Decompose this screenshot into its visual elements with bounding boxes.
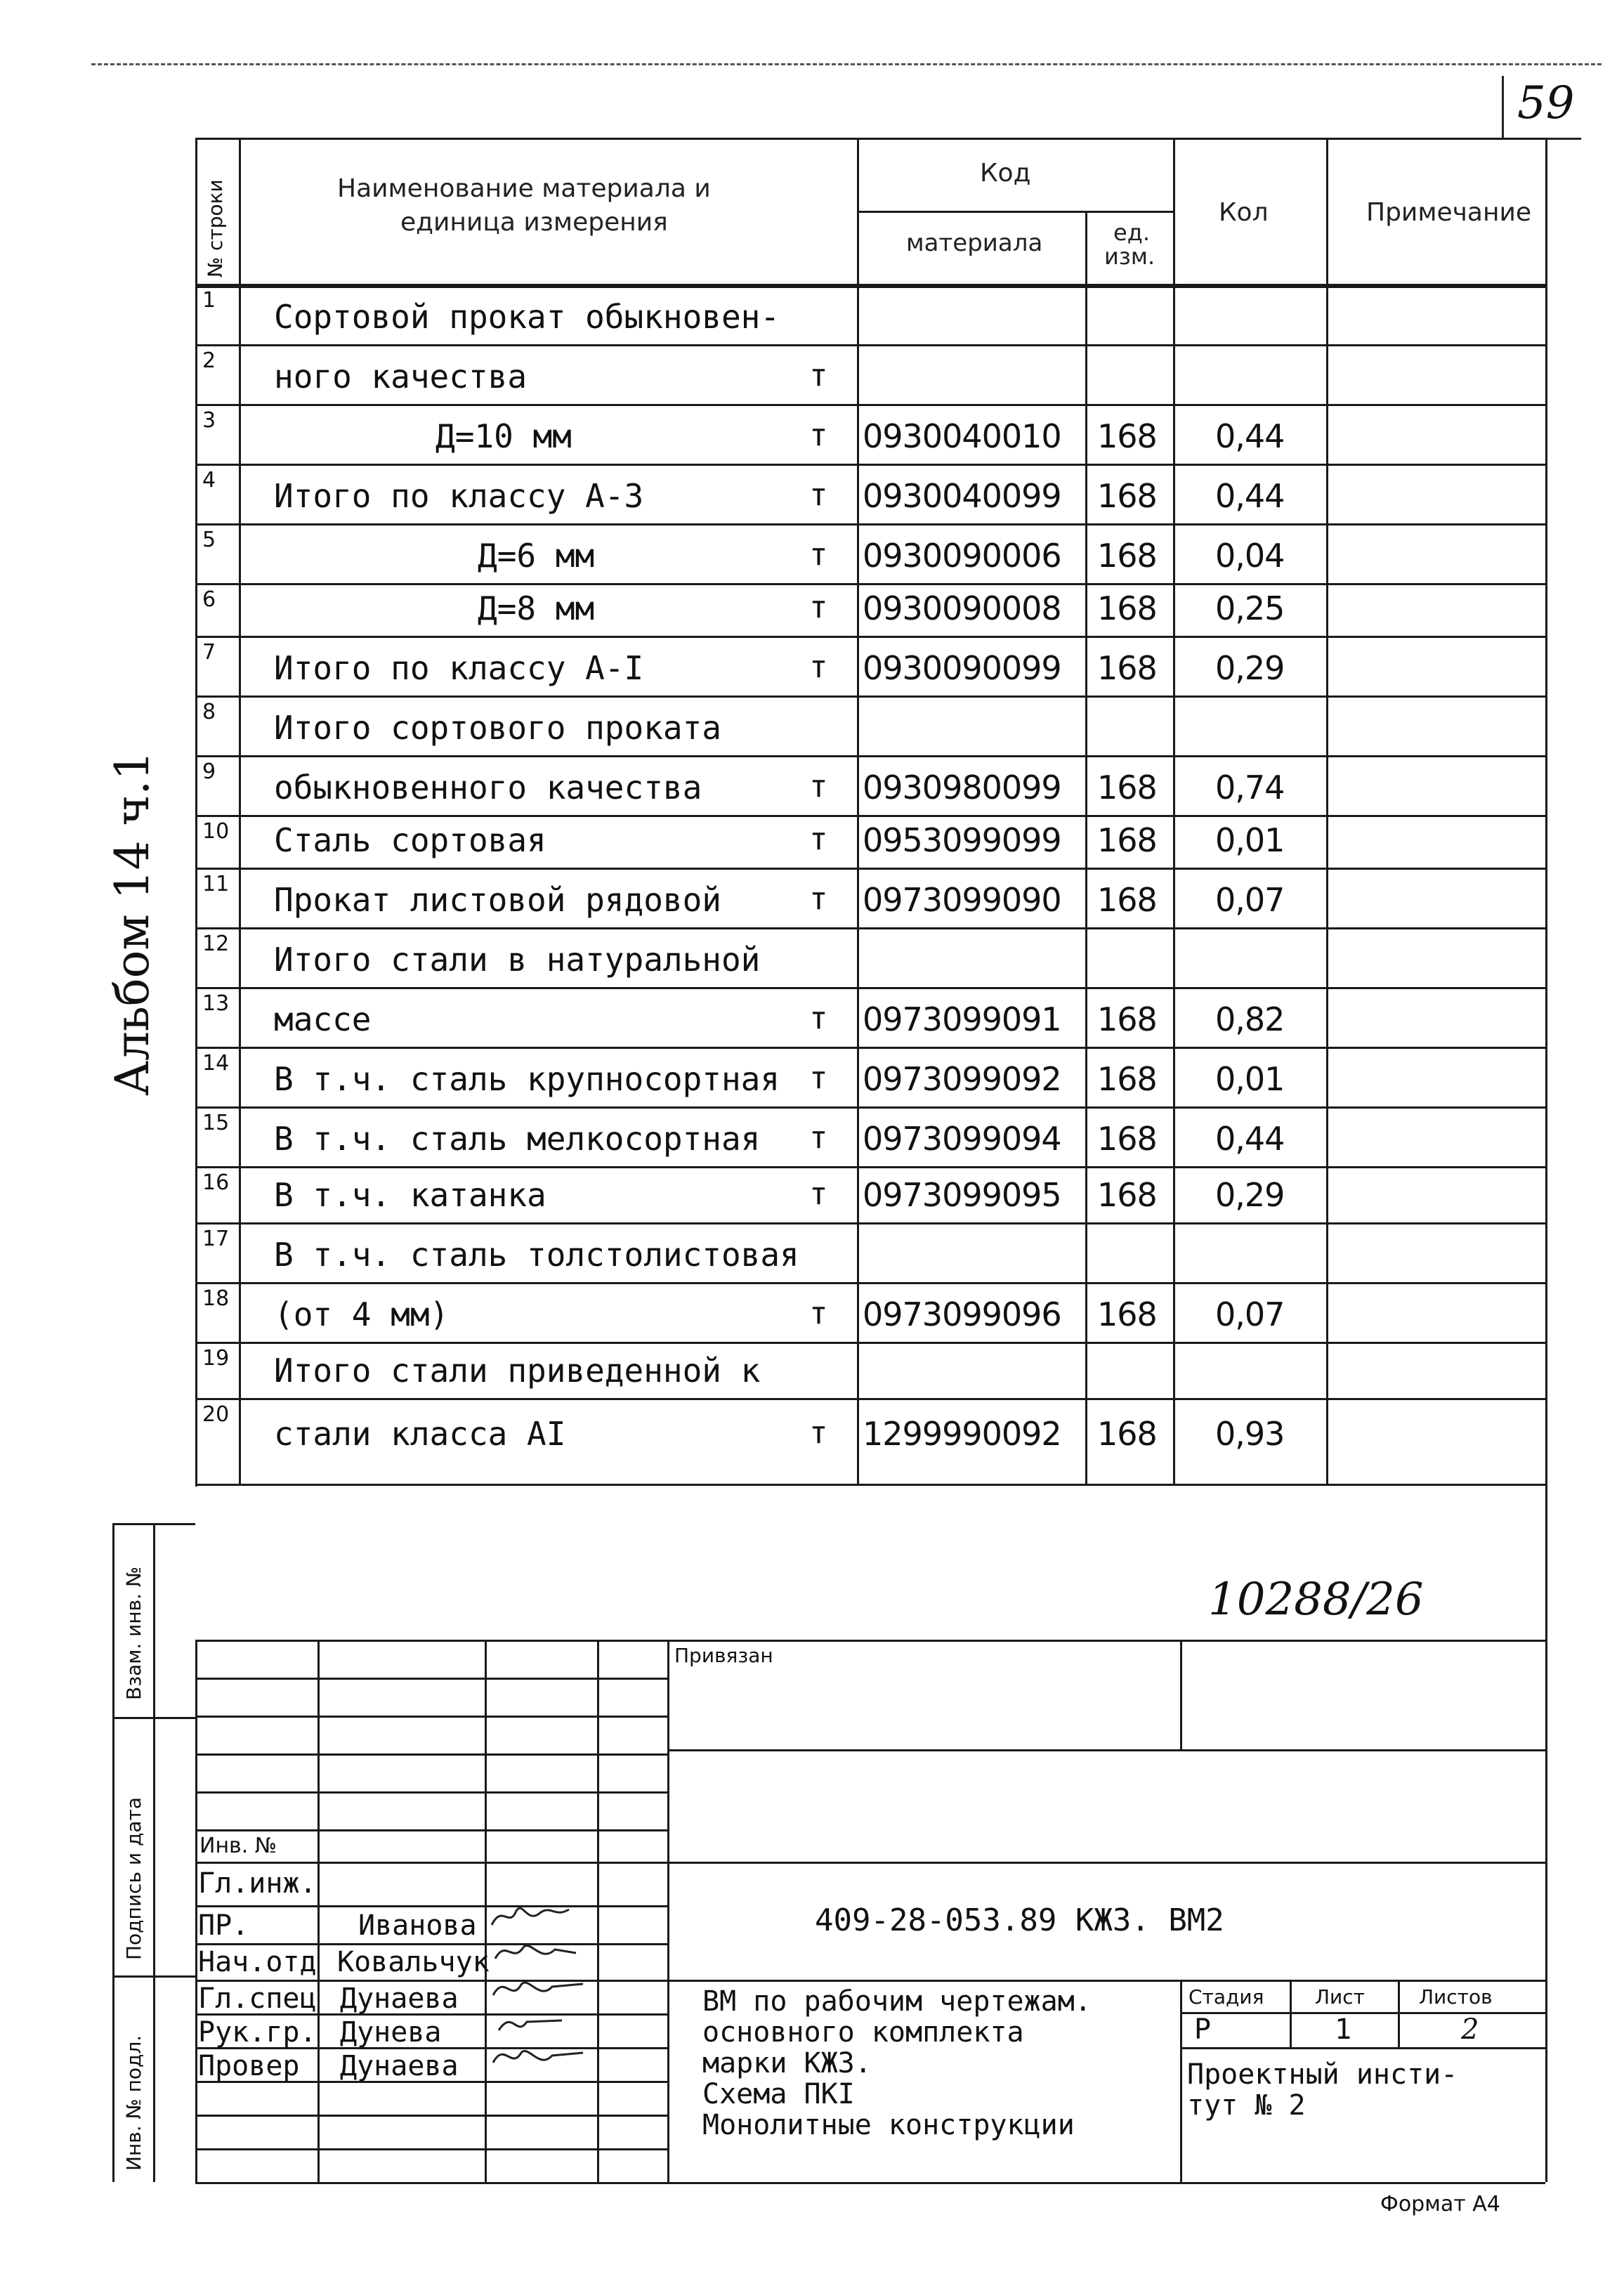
stage-col-2 xyxy=(1398,1980,1400,2047)
org-line-0: Проектный инсти- xyxy=(1187,2058,1458,2091)
row-name: Итого сортового проката xyxy=(274,709,721,747)
header-unit-l2: изм. xyxy=(1104,243,1155,270)
role-2: Нач.отд xyxy=(198,1946,317,1978)
row-name: Сортовой прокат обыкновен- xyxy=(274,298,780,336)
header-name-line2: единица измерения xyxy=(400,208,668,237)
row-unit-code: 168 xyxy=(1097,537,1157,575)
archive-number: 10288/26 xyxy=(1208,1574,1424,1626)
stage-label: Стадия xyxy=(1188,1985,1264,2009)
row-material-code: 0930090006 xyxy=(863,537,1061,575)
row-name: В т.ч. сталь мелкосортная xyxy=(274,1120,761,1158)
table-row xyxy=(195,1106,1545,1166)
priv-bottom xyxy=(667,1749,1545,1751)
sheets-label: Листов xyxy=(1419,1985,1493,2009)
row-unit-code: 168 xyxy=(1097,1120,1157,1158)
row-name: В т.ч. катанка xyxy=(274,1176,546,1214)
tb-r3 xyxy=(195,1753,667,1756)
row-number: 19 xyxy=(202,1346,230,1371)
table-row xyxy=(195,1222,1545,1282)
row-unit-code: 168 xyxy=(1097,1060,1157,1098)
tb-r9 xyxy=(195,1980,1545,1982)
row-number: 20 xyxy=(202,1402,230,1427)
name-2: Ковальчук xyxy=(337,1946,490,1978)
row-name: Д=8 мм xyxy=(478,589,595,627)
row-unit: т xyxy=(809,1000,828,1036)
desc-line-4: Монолитные конструкции xyxy=(702,2109,1075,2141)
inv-no-label: Инв. № xyxy=(199,1834,277,1858)
row-number: 6 xyxy=(202,587,216,612)
row-unit: т xyxy=(809,1120,828,1156)
table-row xyxy=(195,755,1545,815)
stage-value: Р xyxy=(1194,2013,1212,2046)
header-unit-l1: ед. xyxy=(1113,219,1150,246)
row-number: 5 xyxy=(202,528,216,552)
row-material-code: 0973099096 xyxy=(863,1295,1061,1333)
tb-r13 xyxy=(195,2115,667,2117)
row-quantity: 0,44 xyxy=(1215,1120,1285,1158)
row-material-code: 0973099092 xyxy=(863,1060,1061,1098)
row-unit-code: 168 xyxy=(1097,1415,1157,1453)
table-bottom xyxy=(195,1484,1545,1486)
row-unit: т xyxy=(809,537,828,573)
row-unit-code: 168 xyxy=(1097,1295,1157,1333)
tb-r14 xyxy=(195,2148,667,2150)
row-material-code: 0930040099 xyxy=(863,477,1061,515)
row-material-code: 0973099091 xyxy=(863,1000,1061,1038)
table-row xyxy=(195,815,1545,868)
row-material-code: 0973099090 xyxy=(863,881,1061,919)
tb-bottom xyxy=(195,2182,1545,2184)
row-name: массе xyxy=(274,1000,372,1038)
row-unit-code: 168 xyxy=(1097,589,1157,627)
row-unit-code: 168 xyxy=(1097,1176,1157,1214)
table-row xyxy=(195,1166,1545,1222)
row-name: Итого стали приведенной к xyxy=(274,1352,761,1390)
row-quantity: 0,01 xyxy=(1215,1060,1285,1098)
table-row xyxy=(195,868,1545,927)
row-number: 10 xyxy=(202,819,230,844)
row-number: 7 xyxy=(202,640,216,665)
desc-line-0: ВМ по рабочим чертежам. xyxy=(702,1985,1092,2018)
row-name: Д=6 мм xyxy=(478,537,595,575)
strip-mid xyxy=(153,1523,155,2182)
row-quantity: 0,04 xyxy=(1215,537,1285,575)
name-3: Дунаева xyxy=(340,1983,459,2015)
row-material-code: 0930090099 xyxy=(863,649,1061,687)
sheet-label: Лист xyxy=(1315,1985,1365,2009)
row-unit: т xyxy=(809,1176,828,1212)
code-split xyxy=(857,211,1173,213)
album-label: Альбом 14 ч.1 xyxy=(105,750,159,1096)
tb-left xyxy=(195,1640,197,2182)
row-unit-code: 168 xyxy=(1097,417,1157,455)
row-unit: т xyxy=(809,769,828,804)
tb-r2 xyxy=(195,1716,667,1718)
row-unit: т xyxy=(809,358,828,393)
row-material-code: 0973099094 xyxy=(863,1120,1061,1158)
role-1: ПР. xyxy=(198,1909,249,1942)
row-unit-code: 168 xyxy=(1097,477,1157,515)
row-material-code: 0930040010 xyxy=(863,417,1061,455)
row-number: 8 xyxy=(202,700,216,724)
row-unit: т xyxy=(809,1295,828,1331)
table-row xyxy=(195,695,1545,755)
row-name: Итого по классу А-3 xyxy=(274,477,644,515)
row-name: Итого по классу А-I xyxy=(274,649,644,687)
row-material-code: 1299990092 xyxy=(863,1415,1061,1453)
strip-label-podpis: Подпись и дата xyxy=(122,1797,145,1960)
row-name: В т.ч. сталь толстолистовая xyxy=(274,1236,799,1274)
row-quantity: 0,44 xyxy=(1215,477,1285,515)
role-3: Гл.спец xyxy=(198,1983,317,2015)
header-code: Код xyxy=(980,159,1031,188)
table-row xyxy=(195,927,1545,987)
table-row xyxy=(195,583,1545,636)
format-label: Формат А4 xyxy=(1380,2192,1500,2216)
row-unit: т xyxy=(809,821,828,857)
row-quantity: 0,29 xyxy=(1215,1176,1285,1214)
name-4: Дунева xyxy=(340,2016,442,2049)
row-unit: т xyxy=(809,881,828,917)
tb-c1 xyxy=(317,1640,320,2182)
row-unit: т xyxy=(809,649,828,685)
org-line-1: тут № 2 xyxy=(1187,2089,1306,2122)
row-quantity: 0,82 xyxy=(1215,1000,1285,1038)
designation: 409-28-053.89 КЖЗ. ВМ2 xyxy=(815,1902,1224,1938)
row-quantity: 0,44 xyxy=(1215,417,1285,455)
stage-val-bottom xyxy=(1180,2047,1545,2049)
stage-col-left xyxy=(1180,1980,1182,2182)
strip-left xyxy=(112,1523,114,2182)
row-quantity: 0,25 xyxy=(1215,589,1285,627)
row-unit-code: 168 xyxy=(1097,769,1157,806)
table-row xyxy=(195,464,1545,523)
table-row xyxy=(195,1342,1545,1398)
desc-line-1: основного комплекта xyxy=(702,2016,1024,2049)
row-name: Прокат листовой рядовой xyxy=(274,881,721,919)
name-5: Дунаева xyxy=(340,2050,459,2082)
row-name: (от 4 мм) xyxy=(274,1295,450,1333)
row-name: В т.ч. сталь крупносортная xyxy=(274,1060,780,1098)
signatures xyxy=(485,1897,597,2079)
row-name: ного качества xyxy=(274,358,528,396)
row-number: 4 xyxy=(202,468,216,492)
row-material-code: 0930090008 xyxy=(863,589,1061,627)
row-unit: т xyxy=(809,1060,828,1096)
row-name: стали класса АI xyxy=(274,1415,566,1453)
row-quantity: 0,93 xyxy=(1215,1415,1285,1453)
row-number: 12 xyxy=(202,932,230,956)
table-top xyxy=(195,138,1545,140)
row-material-code: 0930980099 xyxy=(863,769,1061,806)
row-number: 18 xyxy=(202,1286,230,1311)
row-number: 11 xyxy=(202,872,230,896)
table-row xyxy=(195,636,1545,695)
strip-label-inv: Инв. № подл. xyxy=(122,2034,145,2171)
row-unit: т xyxy=(809,477,828,513)
row-quantity: 0,07 xyxy=(1215,1295,1285,1333)
table-row xyxy=(195,1047,1545,1106)
header-name-line1: Наименование материала и xyxy=(337,174,711,203)
tb-r1 xyxy=(195,1678,667,1680)
frame-right xyxy=(1545,138,1547,2182)
row-number: 9 xyxy=(202,759,216,784)
row-unit-code: 168 xyxy=(1097,881,1157,919)
header-note: Примечание xyxy=(1366,198,1532,227)
row-name: обыкновенного качества xyxy=(274,769,702,806)
header-material: материала xyxy=(906,229,1043,257)
table-row xyxy=(195,344,1545,404)
row-quantity: 0,29 xyxy=(1215,649,1285,687)
row-quantity: 0,74 xyxy=(1215,769,1285,806)
table-row xyxy=(195,1282,1545,1342)
row-name: Д=10 мм xyxy=(436,417,572,455)
priv-split xyxy=(1180,1640,1182,1749)
header-qty: Кол xyxy=(1219,198,1269,227)
sheet-number: 59 xyxy=(1517,77,1575,129)
row-name: Сталь сортовая xyxy=(274,821,546,859)
header-row-no: № строки xyxy=(204,179,227,277)
tb-c3 xyxy=(597,1640,599,2182)
sheet-value: 1 xyxy=(1335,2013,1352,2046)
row-number: 17 xyxy=(202,1227,230,1251)
table-row xyxy=(195,523,1545,583)
row-quantity: 0,01 xyxy=(1215,821,1285,859)
row-unit: т xyxy=(809,589,828,625)
tb-c4 xyxy=(667,1640,669,2182)
table-row xyxy=(195,987,1545,1047)
stage-hdr-bottom xyxy=(1180,2012,1545,2014)
tb-top xyxy=(195,1640,1545,1642)
row-unit: т xyxy=(809,1415,828,1451)
table-row xyxy=(195,404,1545,464)
role-0: Гл.инж. xyxy=(198,1867,317,1900)
row-number: 1 xyxy=(202,288,216,313)
row-number: 16 xyxy=(202,1170,230,1195)
stage-col-1 xyxy=(1290,1980,1292,2047)
frame-top-dashed xyxy=(91,63,1602,65)
row-unit-code: 168 xyxy=(1097,649,1157,687)
row-number: 3 xyxy=(202,408,216,433)
table-row xyxy=(195,1398,1545,1461)
row-number: 15 xyxy=(202,1111,230,1135)
tb-r4 xyxy=(195,1791,667,1794)
desc-line-2: марки КЖЗ. xyxy=(702,2047,872,2079)
row-material-code: 0973099095 xyxy=(863,1176,1061,1214)
row-unit-code: 168 xyxy=(1097,1000,1157,1038)
sheets-value: 2 xyxy=(1461,2013,1479,2046)
desc-line-3: Схема ПКI xyxy=(702,2078,855,2110)
tb-r6 xyxy=(195,1862,1545,1864)
row-material-code: 0953099099 xyxy=(863,821,1061,859)
row-unit-code: 168 xyxy=(1097,821,1157,859)
name-1: Иванова xyxy=(358,1909,477,1942)
role-5: Провер xyxy=(198,2050,300,2082)
row-quantity: 0,07 xyxy=(1215,881,1285,919)
row-number: 2 xyxy=(202,348,216,373)
privyazan-label: Привязан xyxy=(674,1644,773,1667)
table-row xyxy=(195,284,1545,344)
row-number: 13 xyxy=(202,991,230,1016)
tb-r5 xyxy=(195,1829,667,1831)
row-name: Итого стали в натуральной xyxy=(274,941,761,979)
row-number: 14 xyxy=(202,1051,230,1076)
role-4: Рук.гр. xyxy=(198,2016,317,2049)
strip-label-vzam: Взам. инв. № xyxy=(122,1566,145,1700)
row-unit: т xyxy=(809,417,828,453)
